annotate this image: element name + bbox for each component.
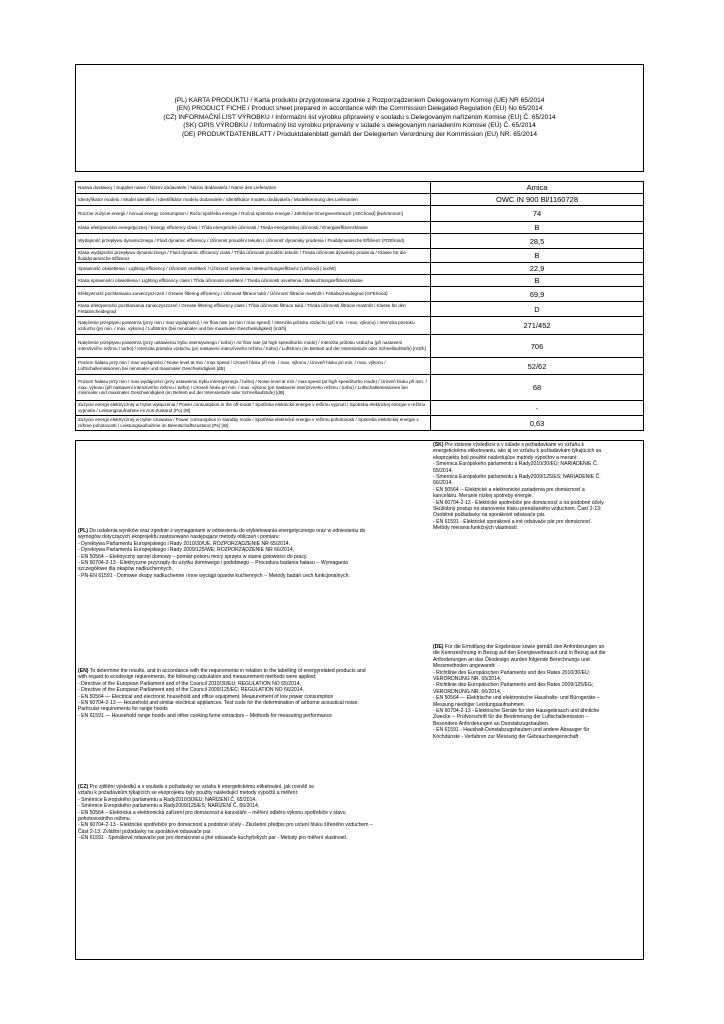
header-line-cz: (CZ) INFORMAČNÍ LIST VÝROBKU / Informační list výrobku připravený v souladu s Delegovaným nařízením Komise (EU) Č. 65/2014 [163, 113, 556, 121]
header-line-de: (DE) PRODUKTDATENBLATT / Produktdatenblatt gemäß der Delegierten Verordnung der Kommission (EU) NR. 65/2014 [181, 130, 538, 138]
row-value: 0,63 [529, 418, 545, 428]
header-line-pl: (PL) KARTA PRODUKTU / Karta produktu przygotowana zgodnie z Rozporządzeniem Delegowanym Komisji (UE) NR 65/2014 [174, 96, 545, 104]
row-value: 52/62 [527, 361, 547, 371]
note-text: Pro zjištění výsledků a v souladu s požadavky ve vztahu k energetickému etiketování, jak rovněž ve vztahu k požadavkům týkajících se ekoprojektu byly použity následující metody výpočtů a měření: - Směrnice Evropského parlamentu a Rady2010/30/EU; NAŘÍZENÍ Č. 65/2014, - Směrnice Evropského parlamentu a Rady2009/125/ES; NAŘÍZENÍ Č. 66/2014, - EN 50564 – Elektrická a elektronická zařízení pro domácnost a kanceláře – měření odběru výkonu spotřebiče v stavu pohotovostního režimu. - EN 60704-2-13 - Elektrické spotřebiče pro domácnost a podobné účely - Zkušební předpis pro určení hluku šířeného vzduchem – Část 2-13: Zvláštní požadavky na sporákové odsavače par. - EN 61591 - Sporákové odsavače par pro domácnost a jiné odsavače kuchyňských par - Metody pro měření vlastností. [78, 784, 373, 842]
row-value: - [535, 403, 539, 413]
row-value: D [534, 304, 540, 314]
row-label: Efektywność pochłaniania zanieczyszczeń / Grease filtering efficiency / Účinnost filtrace tuků / Účinnosť filtrácie mastnôt / Fettabscheidegrad (GFEhood) [76, 287, 431, 301]
table-row [75, 317, 644, 335]
row-label: Klasa sprawności oświetlenia / Lighting efficiency class / Třída účinnosti osvětlení / Trieda účinnosti osvetlenia / Beleuchtungseffizienzklasse [76, 275, 431, 286]
table-row [75, 275, 644, 287]
row-label: Klasa wydajności przepływu dynamicznego / Fluid dynamic efficiency class / Třída účinnosti proudění tekutin / Trieda účinnosti dynamiky prúdenia / Klasse für die fluiddynamische Effizienz [76, 249, 431, 262]
row-value: 22,9 [529, 264, 545, 273]
table-row [75, 206, 644, 222]
table-row [75, 194, 644, 206]
row-label: Identyfikator modelu / Model identifier / Identifikátor modelu dodavatele / Identifikátor modelu dodávateľa / Modellkennung des Lieferanten [76, 194, 431, 205]
row-value: 706 [530, 341, 544, 351]
note-text: To determine the results, and in accordance with the requirements in relation to the labelling of energyrelated products and with regard to ecodesign requirements, the following calculation and measurement methods were applied: - Directive of the European Parliament and of the Council 2010/30/EU; REGULATION NO 65/2014, - Directive of the European Parliament and of the Council 2009/125/EC; REGULATION NO 66/2014, - EN 50564 — Electrical and electronic household and office equipment. Measurement of low power consumption - EN 60704-2-13 — Household and similar electrical appliances. Test code for the determination of airborne acoustical noise. Particular requirements for range hoods - EN 61591 — Household range hoods and other cooking fume extractors – Methods for measuring performance [78, 668, 366, 719]
note-cz [78, 784, 430, 842]
note-en [78, 668, 430, 719]
row-label: Zużycie energii elektrycznej w trybie czuwania / Power consumption in standby mode / Spotřeba elektrické energie v režimu pohotovosti / Spotreba elektrickej energie v režime pohotovosti / Leistungsaufnahme im Bereitschaftszustand (Ps) [W] [76, 416, 431, 430]
note-pl [78, 528, 428, 579]
product-data-table [75, 181, 644, 431]
note-sk [433, 442, 643, 532]
header-line-sk: (SK) OPIS VÝROBKU / Informačný list výrobku pripravený v súlade s delegovaným nariadením Komisie (EÚ) Č. 65/2014 [183, 122, 536, 130]
note-lang-tag: (DE) [433, 644, 444, 650]
row-label: Klasa efektywności energetycznej / Energy efficiency class / Třída energetické účinnosti / Trieda energetickej účinnosti / Energieeffizienzklasse [76, 222, 431, 233]
table-row [75, 375, 644, 401]
row-value: 28,5 [529, 236, 545, 246]
row-label: Natężenie przepływu powietrza (przy min / max wydajności) / Air flow rate (at min / max speed) / Intenzita průtoku vzduchu (při min. / max. výkonu) / Intenzita prietoku vzduchu (pri min. / max. výkonu) / Luftstrom (bei minimaler und bei maximaler Geschwindigkeit) [m3/h] [76, 317, 431, 334]
row-value: 68 [532, 383, 542, 392]
row-label: Natężenie przepływu powietrza (przy ustawieniu trybu intensywnego / turbo) / Air flow rate (at high speed/turbo mode) / Intenzita průtoku vzduchu (při nastavení intenzivního režimu / turbo) / Intenzita prietoku vzduchu (pri nastavení intenzívneho režimu / turbo) / Luftstrom (im Betrieb auf der Intensivstufe oder Schnellaufstufe) [m3/h] [76, 335, 431, 357]
row-label: Sprawność oświetlenia / Lighting efficiency / Účinnost osvětlení / Účinnosť osvetlenia / Beleuchtungseffizienz (LEhood) [ lux/W] [76, 263, 431, 274]
row-value: 69,9 [529, 289, 545, 299]
note-lang-tag: (CZ) [78, 784, 89, 790]
row-label: Poziom hałasu przy min / max wydajności (przy ustawieniu trybu intensywnego / turbo) / Noise level at min / max speed (at high speed/turbo mode) / Úroveň hluku při min. / max. výkonu (při nastavení intenzivního režimu / turbo) / Úroveň hluku pri min. / max. výkonu (pri nastavení intenzívneho režimu / turbo) / Luftschallemissionen bei minimaler und maximaler Geschwindigkeit (im Betrieb auf der Intensivstufe oder Schnellaufstufe) [dB] [76, 375, 431, 400]
table-row [75, 302, 644, 317]
row-label: Roczne zużycie energii / Annual energy consumption / Roční spotřeba energie / Ročná spotreba energie / Jährlicher Energieverbrauch (AEChood) [kwh/annum] [76, 206, 431, 221]
header-line-en: (EN) PRODUCT FICHE / Product sheet prepared in accordance with the Commission Delegated Regulation (EU) No 65/2014 [176, 105, 543, 113]
row-value: Amica [526, 183, 548, 192]
table-row [75, 249, 644, 263]
table-row [75, 287, 644, 302]
table-row [75, 234, 644, 249]
note-text: Für die Ermittlung der Ergebnisse sowie gemäß den Anforderungen an die Kennzeichnung in Bezug auf den Energieverbrauch und in Bezug auf die Anforderungen an das Ökodesign wurden folgende Berechnungs und Messmethoden angewandt: - Richtlinie des Europäischen Parlaments und des Rates 2010/30/EU; VERORDNUNG NR. 65/2014, - Richtlinie des Europäischen Parlaments und des Rates 2009/125/EG; VERORDNUNG NR. 66/2014, - EN 50564 — Elektrische und elektronische Haushalts- und Bürogeräte – Messung niedriger Leistungsaufnahmen. - EN 60704-2-13 - Elektrische Geräte für den Hausgebrauch und ähnliche Zwecke -- Prüfvorschrift für die Bestimmung der Luftschallemission -- Besondere Anforderungen an Dunstabzugshauben. - EN 61591 - Haushalt-Dunstabzugshauben und andere Absauger für Kochdünste - Verfahren zur Messung der Gebrauchseigenschaft [433, 644, 606, 740]
note-text: Pre zistenie výsledkov a v súlade s požiadavkami vo vzťahu k energetickému etiketovaniu, ako aj vo vzťahu k požiadavkám týkajúcich sa ekoprojektu boli použité nasledujúce metódy výpočtov a meraní: - Smernica Európskeho parlamentu a Rady2010/30/EÚ; NARIADENIE Č. 65/2014, - Smernica Európskeho parlamentu a Rady2009/125/ES; NARIADENIE Č. 66/2014, - EN 50564 -- Elektrické a elektronické zariadenia pre domácnosť a kanceláriu. Meranie nízkej spotreby energie. - EN 60704-2-13 - Elektrické spotrebiče pre domácnosť a na podobné účely. Skúšobný postup na stanovenie hluku prenášaného vzduchom. Časť 2-13: Osobitné požiadavky na sporákové odsávače pár. - EN 61591 - Elektrické sporákové a iné odsávače pár pre domácnosť. Metódy merania funkčných vlastností. [433, 442, 605, 532]
row-label: Klasa efektywności pochłaniania zanieczyszczeń / Grease filtering efficiency class / Třída účinnosti filtrace tuků / Trieda účinnosti filtrácie mastnôt / Klasse für den Fettabscheidegrad [76, 302, 431, 316]
table-row [75, 263, 644, 275]
table-row [75, 401, 644, 416]
table-row [75, 358, 644, 375]
note-de [433, 644, 643, 740]
row-value: B [534, 251, 540, 260]
note-lang-tag: (PL) [78, 528, 88, 534]
fiche-header [75, 64, 644, 172]
table-row [75, 335, 644, 358]
row-value: 271/452 [523, 321, 551, 330]
note-text: Do ustalenia wyników oraz zgodnie z wymaganiami w odniesieniu do etykietowania energetycznego oraz w odniesieniu do wymogów dotyczących ekoprojektu zastosowano następujące metody obliczeń i pomiaru: - Dyrektywa Parlamentu Europejskiego i Rady 2010/30/UE; ROZPORZĄDZENIE NR 65/2014, - Dyrektywa Parlamentu Europejskiego i Rady 2009/125/WE; ROZPORZĄDZENIE NR 66/2014, - EN 50564 – Elektryczny sprzęt domowy – pomiar poboru mocy sprzętu w stanie gotowości do pracy. - EN 60704-2-13 - Elektryczne przyrządy do użytku domowego i podobnego -- Procedura badania hałasu -- Wymagania szczegółowe dla okapów nadkuchennych. - PN-EN 61591 - Domowe okapy nadkuchenne i inne wyciągi oparów kuchennych -- Metody badań cech funkcjonalnych. [78, 528, 366, 579]
row-value: OWC IN 900 Bl/1160728 [496, 195, 578, 204]
row-label: Poziom hałasu przy min / max wydajności / Noise level at min / max speed / Úroveň hluku při min. / max. výkonu / Úroveň hluku pri min. / max. výkonu / Luftschallemissionen bei minimaler und maximaler Geschwindigkeit [dB] [76, 358, 431, 374]
measurement-methods-notes [75, 440, 644, 960]
row-label: Wydajność przepływu dynamicznego / Fluid dynamic efficiency / Účinnost proudění tekutin / Účinnosť dynamiky prúdenia / Fluiddynamische Effizienz (FDEhood) [76, 234, 431, 248]
table-row [75, 182, 644, 194]
row-value: B [534, 276, 540, 285]
row-label: Zużycie energii elektrycznej w trybie wyłączenia / Power consumption in the off-mode / Spotřeba elektrické energie v režimu vypnutí / Spotreba elektrickej energie v režimu vypnutia / Leistungsaufnahme im Aus-Zustand (Po) [W] [76, 401, 431, 415]
row-value: B [534, 223, 540, 232]
note-lang-tag: (SK) [433, 442, 444, 448]
table-row [75, 222, 644, 234]
row-value: 74 [532, 209, 542, 218]
table-row [75, 416, 644, 431]
note-lang-tag: (EN) [78, 668, 89, 674]
row-label: Nazwa dostawcy / Supplier name / Název dodavatele / Názov dodávateľa / Name des Lieferanten [76, 182, 431, 193]
